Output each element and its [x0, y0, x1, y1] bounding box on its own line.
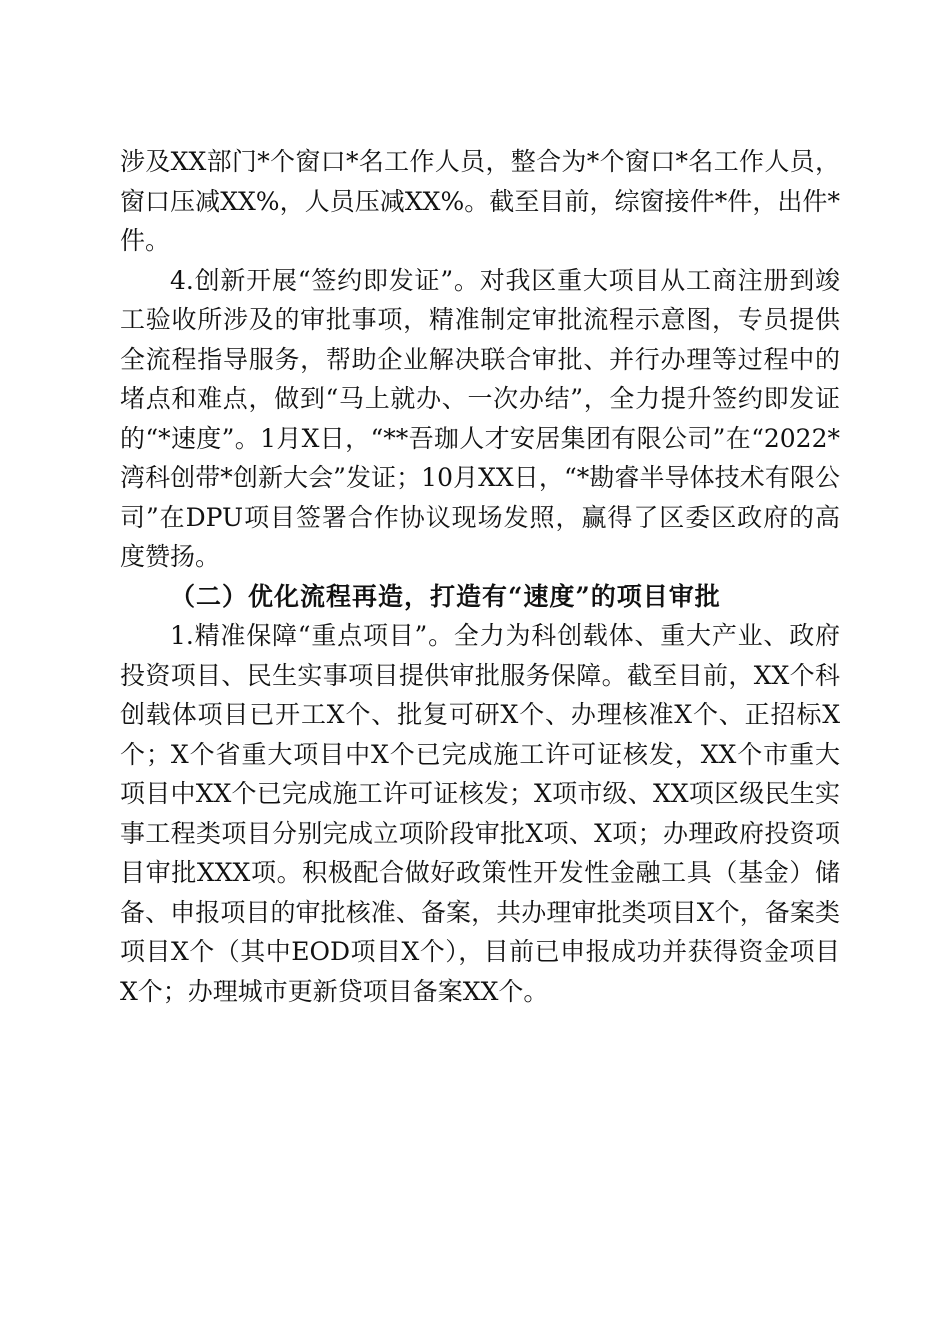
document-page: [120, 142, 840, 1011]
paragraph-key-projects: 1.精准保障“重点项目”。全力为科创载体、重大产业、政府投资项目、民生实事项目提供审批服务保障。截至目前，XX个科创载体项目已开工X个、批复可研X个、办理核准X个、正招标X个；X个省重大项目中X个已完成施工许可证核发，XX个市重大项目中XX个已完成施工许可证核发；X项市级、XX项区级民生实事工程类项目分别完成立项阶段审批X项、X项；办理政府投资项目审批XXX项。积极配合做好政策性开发性金融工具（基金）储备、申报项目的审批核准、备案，共办理审批类项目X个，备案类项目X个（其中EOD项目X个），目前已申报成功并获得资金项目X个；办理城市更新贷项目备案XX个。: [120, 621, 840, 1006]
section-heading: （二）优化流程再造，打造有“速度”的项目审批: [170, 581, 721, 611]
paragraph-sign-and-certify: 4.创新开展“签约即发证”。对我区重大项目从工商注册到竣工验收所涉及的审批事项，精准制定审批流程示意图，专员提供全流程指导服务，帮助企业解决联合审批、并行办理等过程中的堵点和难点，做到“马上就办、一次办结”，全力提升签约即发证的“*速度”。1月X日，“**吾珈人才安居集团有限公司”在“2022*湾科创带*创新大会”发证；10月XX日，“*勘睿半导体技术有限公司”在DPU项目签署合作协议现场发照，赢得了区委区政府的高度赞扬。: [120, 265, 840, 571]
paragraph-window-consolidation: 涉及XX部门*个窗口*名工作人员，整合为*个窗口*名工作人员，窗口压减XX%，人员压减XX%。截至目前，综窗接件*件，出件*件。: [120, 147, 840, 255]
